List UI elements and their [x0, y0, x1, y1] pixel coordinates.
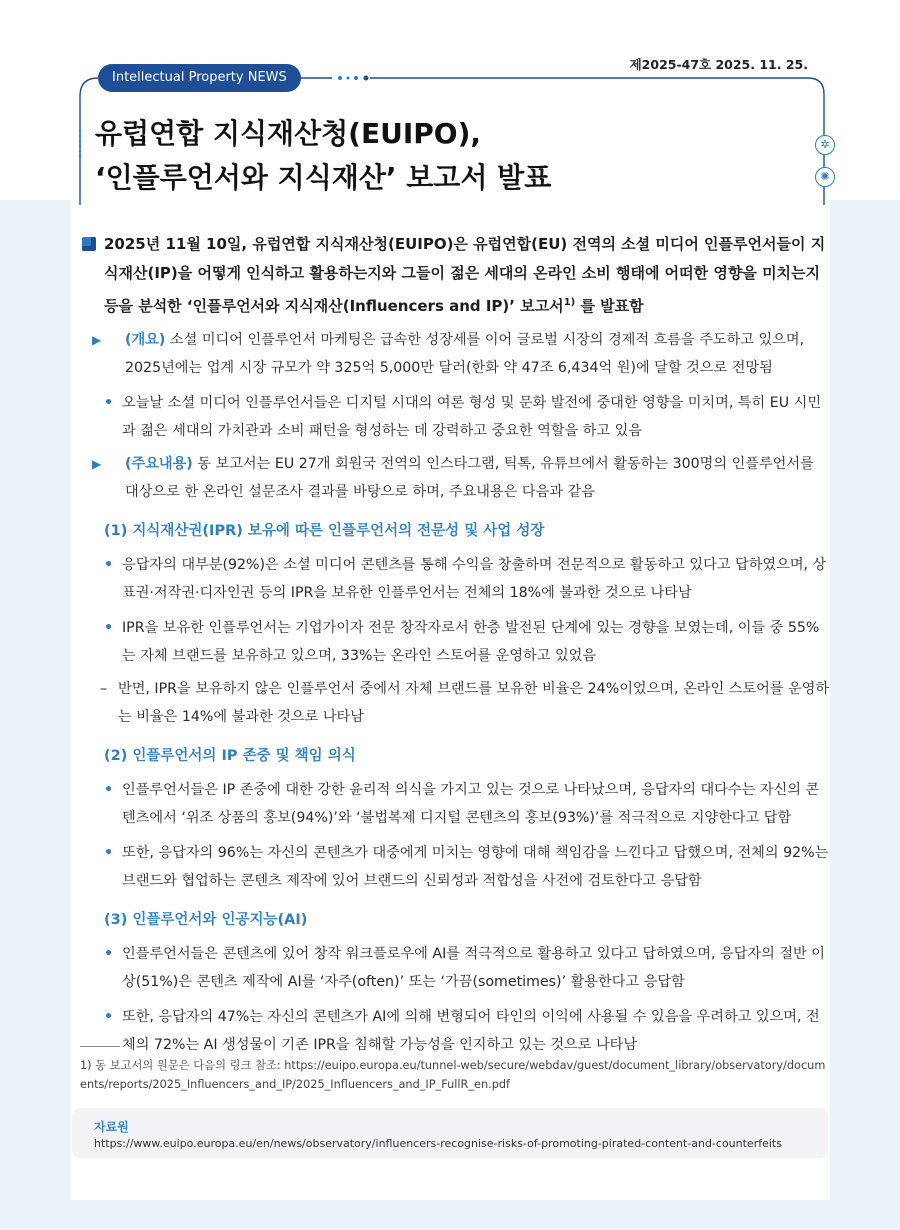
bullet-icon: • — [104, 395, 114, 411]
main-content-item — [92, 451, 830, 506]
gear-network-icon: ✲ — [815, 135, 835, 155]
section-2-bullet-1: 인플루언서들은 IP 존중에 대한 강한 윤리적 의식을 가지고 있는 것으로 나타났으며, 응답자의 대다수는 자신의 콘텐츠에서 ‘위조 상품의 홍보(94%)’와 ‘불법복제 디지털 콘텐츠의 홍보(93%)’를 적극적으로 지양한다고 답함 — [122, 782, 820, 826]
page-title — [95, 112, 551, 200]
list-item — [104, 615, 830, 670]
list-item — [104, 1004, 830, 1059]
bullet-icon: • — [104, 557, 114, 573]
section-2-bullet-2: 또한, 응답자의 96%는 자신의 콘텐츠가 대중에게 미치는 영향에 대해 책임감을 느낀다고 답했으며, 전체의 92%는 브랜드와 협업하는 콘텐츠 제작에 있어 브랜드의 신뢰성과 적합성을 사전에 검토한다고 응답함 — [122, 845, 829, 889]
lead-paragraph — [80, 230, 830, 321]
overview-bullet: 오늘날 소셜 미디어 인플루언서들은 디지털 시대의 여론 형성 및 문화 발전에 중대한 영향을 미치며, 특히 EU 시민과 젊은 세대의 가치관과 소비 패턴을 형성하는 데 강력하고 중요한 역할을 하고 있음 — [122, 395, 822, 439]
title-line-1: 유럽연합 지식재산청(EUIPO), — [95, 117, 482, 150]
triangle-icon: ▶ — [92, 457, 102, 471]
dash-icon: – — [100, 681, 108, 697]
main-text: 동 보고서는 EU 27개 회원국 전역의 인스타그램, 틱톡, 유튜브에서 활동하는 300명의 인플루언서를 대상으로 한 온라인 설문조사 결과를 바탕으로 하며, 주요내용은 다음과 같음 — [125, 456, 814, 500]
section-1-dash-1: 반면, IPR을 보유하지 않은 인플루언서 중에서 자체 브랜드를 보유한 비율은 24%이었으며, 온라인 스토어를 운영하는 비율은 14%에 불과한 것으로 나타남 — [118, 681, 830, 725]
footnote: 1) 동 보고서의 원문은 다음의 링크 참조: https://euipo.europa.eu/tunnel-web/secure/webdav/guest/document_library/observatory/documents/reports/2025_Influencers_and_IP/2025_Influencers_and_IP_FullR_en.pdf — [80, 1059, 826, 1091]
section-1-bullet-2: IPR을 보유한 인플루언서는 기업가이자 전문 창작자로서 한층 발전된 단계에 있는 경향을 보였는데, 이들 중 55%는 자체 브랜드를 보유하고 있으며, 33%는 온라인 스토어를 운영하고 있었음 — [122, 620, 820, 664]
bullet-icon: • — [104, 845, 114, 861]
section-1-heading: (1) 지식재산권(IPR) 보유에 따른 인플루언서의 전문성 및 사업 성장 — [104, 523, 545, 539]
list-item — [104, 840, 830, 895]
section-3-bullet-2: 또한, 응답자의 47%는 자신의 콘텐츠가 AI에 의해 변형되어 타인의 이익에 사용될 수 있음을 우려하고 있으며, 전체의 72%는 AI 생성물이 기존 IPR을 침해할 가능성을 인지하고 있는 것으로 나타남 — [122, 1009, 820, 1053]
triangle-icon: ▶ — [92, 333, 102, 347]
list-item — [104, 552, 830, 607]
article-body — [80, 230, 830, 1059]
section-3-bullet-1: 인플루언서들은 콘텐츠에 있어 창작 워크플로우에 AI를 적극적으로 활용하고 있다고 답하였으며, 응답자의 절반 이상(51%)은 콘텐츠 제작에 AI를 ‘자주(often)’ 또는 ‘가끔(sometimes)’ 활용한다고 응답함 — [122, 946, 825, 990]
bullet-icon: • — [104, 620, 114, 636]
section-2-heading: (2) 인플루언서의 IP 존중 및 책임 의식 — [104, 748, 356, 764]
section-3-heading: (3) 인플루언서와 인공지능(AI) — [104, 912, 308, 928]
list-item — [100, 676, 830, 731]
footnote-divider — [80, 1046, 120, 1047]
cube-icon — [82, 237, 96, 251]
overview-text: 소셜 미디어 인플루언서 마케팅은 급속한 성장세를 이어 글로벌 시장의 경제적 흐름을 주도하고 있으며, 2025년에는 업계 시장 규모가 약 325억 5,000만 달러(한화 약 47조 6,434억 원)에 달할 것으로 전망됨 — [125, 332, 805, 376]
bottom-band — [0, 1200, 900, 1230]
issue-number: 제2025-47호 2025. 11. 25. — [629, 57, 808, 72]
newsletter-tag: Intellectual Property NEWS — [98, 64, 301, 92]
source-label: 자료원 — [94, 1120, 129, 1134]
source-link[interactable]: https://www.euipo.europa.eu/en/news/observatory/influencers-recognise-risks-of-promoting-pirated-content-and-counterfeits — [94, 1137, 782, 1150]
globe-network-icon: ✺ — [815, 167, 835, 187]
source-box — [72, 1108, 828, 1158]
bullet-icon: • — [104, 782, 114, 798]
lead-tail: 를 발표함 — [575, 297, 644, 315]
footnote-ref: 1) — [563, 297, 576, 308]
overview-tag: (개요) — [125, 332, 166, 348]
bullet-icon: • — [104, 946, 114, 962]
list-item — [104, 777, 830, 832]
main-tag: (주요내용) — [125, 456, 193, 472]
list-item — [104, 390, 830, 445]
lead-text: 2025년 11월 10일, 유럽연합 지식재산청(EUIPO)은 유럽연합(EU) 전역의 소셜 미디어 인플루언서들이 지식재산(IP)을 어떻게 인식하고 활용하는지와 그들이 젊은 세대의 온라인 소비 행태에 어떠한 영향을 미치는지 등을 분석한 ‘인플루언서와 지식재산(Influencers and IP)’ 보고서 — [104, 235, 826, 315]
overview-item — [92, 327, 830, 382]
list-item — [104, 941, 830, 996]
title-line-2: ‘인플루언서와 지식재산’ 보고서 발표 — [95, 161, 552, 194]
section-1-bullet-1: 응답자의 대부분(92%)은 소셜 미디어 콘텐츠를 통해 수익을 창출하며 전문적으로 활동하고 있다고 답하였으며, 상표권·저작권·디자인권 등의 IPR을 보유한 인플루언서는 전체의 18%에 불과한 것으로 나타남 — [122, 557, 827, 601]
bullet-icon: • — [104, 1009, 114, 1025]
